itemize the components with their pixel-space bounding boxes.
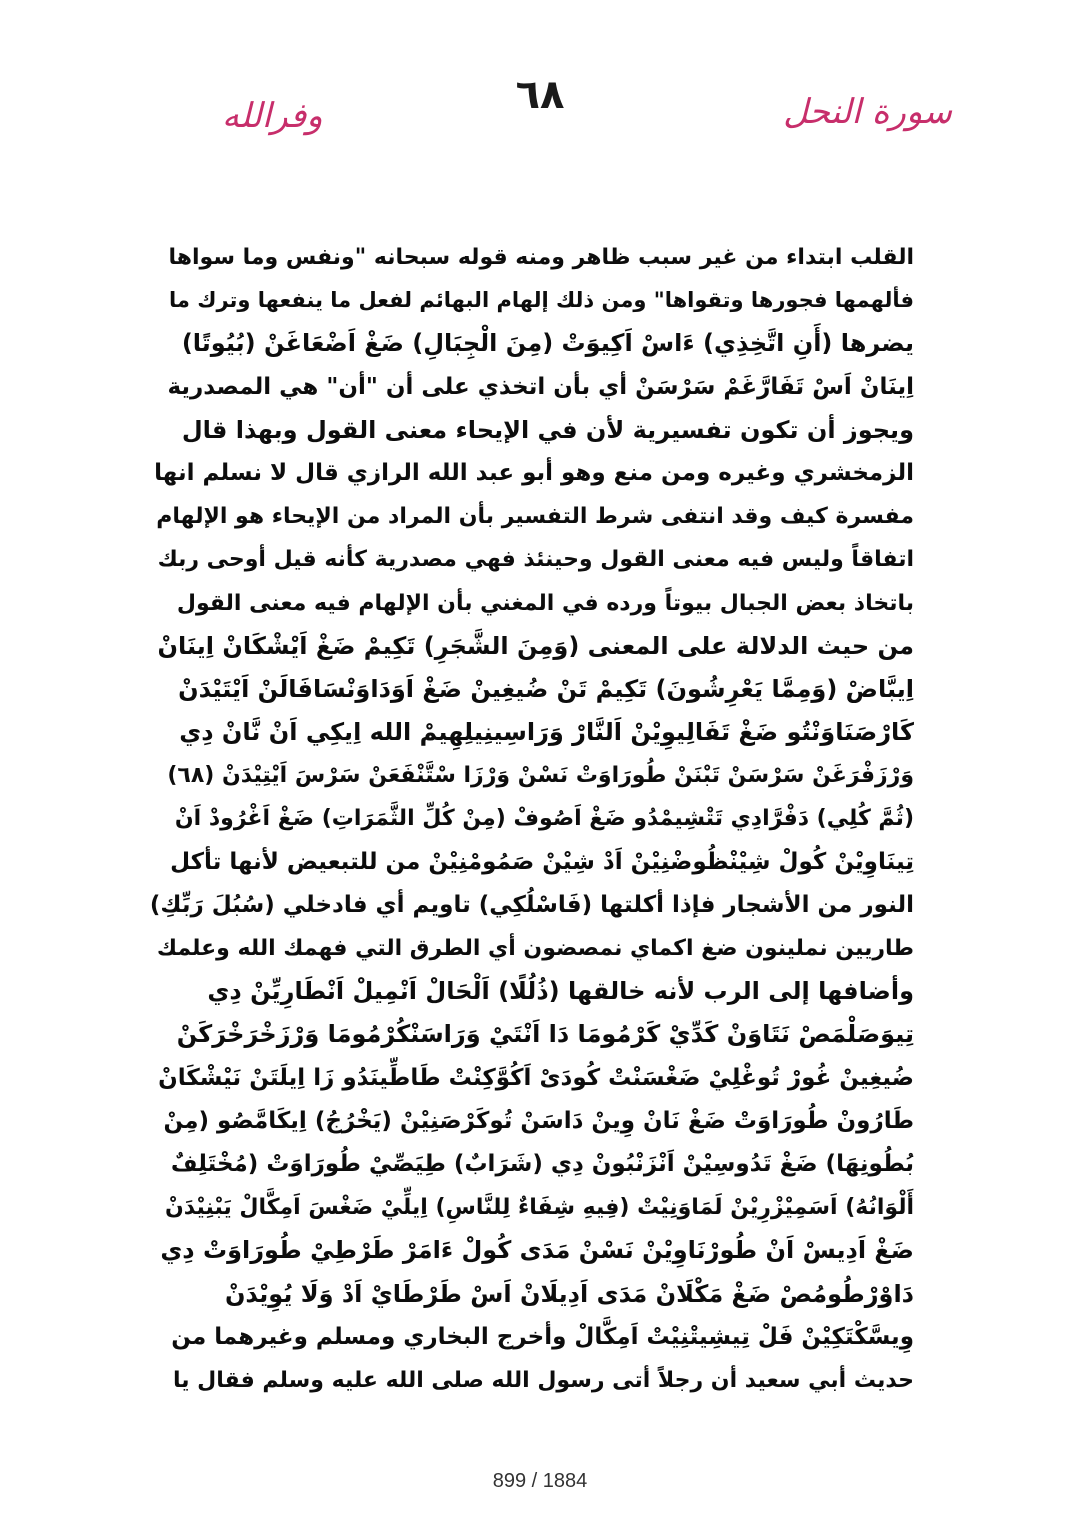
text-line: وأضافها إلى الرب لأنه خالقها (ذُلُلًا) اَلْحَالْ اَنْمِيلْ اَنْطَارِيِّنْ دِي [207, 977, 914, 1006]
text-line: النور من الأشجار فإذا أكلتها (فَاسْلُكِي) تاويم أي فادخلي (سُبُلَ رَبِّكِ) [150, 891, 914, 918]
text-line: تِينَاوِيْنْ كُولْ شِيْنْظُوضْنِيْنْ اَدْ شِيْنْ صَمُومْنِيْنْ من للتبعيض لأنها تأكل [170, 848, 914, 875]
text-line: ويجوز أن تكون تفسيرية لأن في الإيحاء معنى القول وبهذا قال [181, 415, 914, 444]
text-line: مفسرة كيف وقد انتفى شرط التفسير بأن المراد من الإيحاء هو الإلهام [156, 504, 914, 530]
body-text [150, 236, 914, 1402]
text-line: يضرها (أَنِ اتَّخِذِي) ءَاسْ اَكِيوَتْ (مِنَ الْجِبَالِ) ضَغْ اَضْعَاغَنْ (بُيُوتًا) [181, 329, 914, 358]
text-line: تِيوَصَلْمَصْ نَتَاوَنْ كَدِّيْ كَرْمُومَا دَا اَنْتَيْ وَرَاسَنْكُرْمُومَا وَرْزَخْرَخْرَكَنْ [176, 1020, 914, 1049]
text-line: الزمخشري وغيره ومن منع وهو أبو عبد الله الرازي قال لا نسلم انها [154, 459, 914, 486]
text-line: من حيث الدلالة على المعنى (وَمِنَ الشَّجَرِ) تَكِيمْ ضَغْ اَيْشْكَانْ اِينَانْ [157, 631, 914, 660]
text-line: وَرْزَفْرَغَنْ سَرْسَنْ تَبْنَنْ طُورَاوَتْ نَسْنْ وَرْزَا سْتَّنْفَعَنْ سَرْسَ اَيْتِيْدَنْ (٦٨) [167, 763, 914, 789]
handwritten-margin-note: وفرالله [222, 96, 323, 136]
text-line: ضُيغِينْ غُورْ تُوغْلِيْ ضَغْسَنْتْ كُودَىْ اَكُوَّكِنْتْ طَاطِّينَدُو زَا اِيلَتَنْ نَيْشْكَانْ [158, 1064, 914, 1091]
text-line: دَاوْرْطُومُصْ ضَغْ مَكْلَانْ مَدَى اَدِيلَانْ اَسْ طَرْطَايْ اَدْ وَلَا يُوِيْدَنْ [224, 1279, 914, 1308]
text-line: (ثُمَّ كُلِي) دَفْرَّادِي تَتْشِيمْدُو ضَغْ اَصُوفْ (مِنْ كُلِّ الثَّمَرَاتِ) ضَغْ اَغْرُودْ اَنْ [174, 806, 914, 832]
text-line: بُطُونِهَا) ضَغْ تَدُوسِيْنْ اَنْزَنْبُونْ دِي (شَرَابٌ) طِيَصِّيْ طُورَاوَتْ (مُخْتَلِفٌ [170, 1150, 914, 1177]
text-line: طَارُونْ طُورَاوَتْ ضَغْ نَانْ وِينْ دَاسَنْ تُوكَرْصَنِيْنْ (يَخْرُجُ) اِيكَامَّصُو (مِنْ [163, 1107, 914, 1134]
text-line: كَارْصَنَاوَنْتُو ضَغْ تَفَالِيوِيْنْ اَلنَّارْ وَرَاسِينِيلِهِيمْ الله اِيكِي اَنْ نَّانْ دِي [179, 718, 914, 747]
page-counter: 899 / 1884 [492, 1470, 588, 1492]
text-line: اِينَانْ اَسْ تَفَارَّغَمْ سَرْسَنْ أي بأن اتخذي على أن "أن" هي المصدرية [167, 373, 914, 400]
text-line: باتخاذ بعض الجبال بيوتاً ورده في المغني بأن الإلهام فيه معنى القول [176, 590, 914, 616]
text-line: اتفاقاً وليس فيه معنى القول وحينئذ فهي مصدرية كأنه قيل أوحى ربك [157, 547, 914, 573]
text-line: وِيسَّكْتَكِيْنْ فَلْ تِيشِيتْنِيْتْ اَمِكَّالْ وأخرج البخاري ومسلم وغيرهما من [171, 1323, 914, 1350]
text-line: ضَغْ اَدِيسْ اَنْ طُورْنَاوِيْنْ نَسْنْ مَدَى كُولْ ءَامَرْ طَرْطِيْ طُورَاوَتْ دِي [160, 1236, 914, 1265]
text-line: القلب ابتداء من غير سبب ظاهر ومنه قوله سبحانه "ونفس وما سواها [168, 245, 914, 270]
text-line: اِيبَّاضْ (وَمِمَّا يَعْرِشُونَ) تَكِيمْ تَنْ ضُيغِينْ ضَغْ اَوَدَاوَنْسَافَالَنْ اَيْتَيْدَنْ [178, 674, 914, 703]
text-line: فألهمها فجورها وتقواها" ومن ذلك إلهام البهائم لفعل ما ينفعها وترك ما [169, 288, 914, 313]
page-number: ٦٨ [515, 72, 565, 118]
text-line: طاريين نملينون ضغ اكماي نمصضون أي الطرق التي فهمك الله وعلمك [156, 936, 914, 961]
handwritten-surah-note: سورة النحل [783, 92, 952, 132]
text-line: أَلْوَانُهُ) اَسَمِيْزْرِيْنْ لَمَاوَنِيْتْ (فِيهِ شِفَاءٌ لِلنَّاسِ) اِيلِّيْ ضَغْسَ اَمِكَّالْ يَبْنِيْدَنْ [165, 1195, 914, 1221]
text-line: حديث أبي سعيد أن رجلاً أتى رسول الله صلى الله عليه وسلم فقال يا [173, 1367, 914, 1393]
